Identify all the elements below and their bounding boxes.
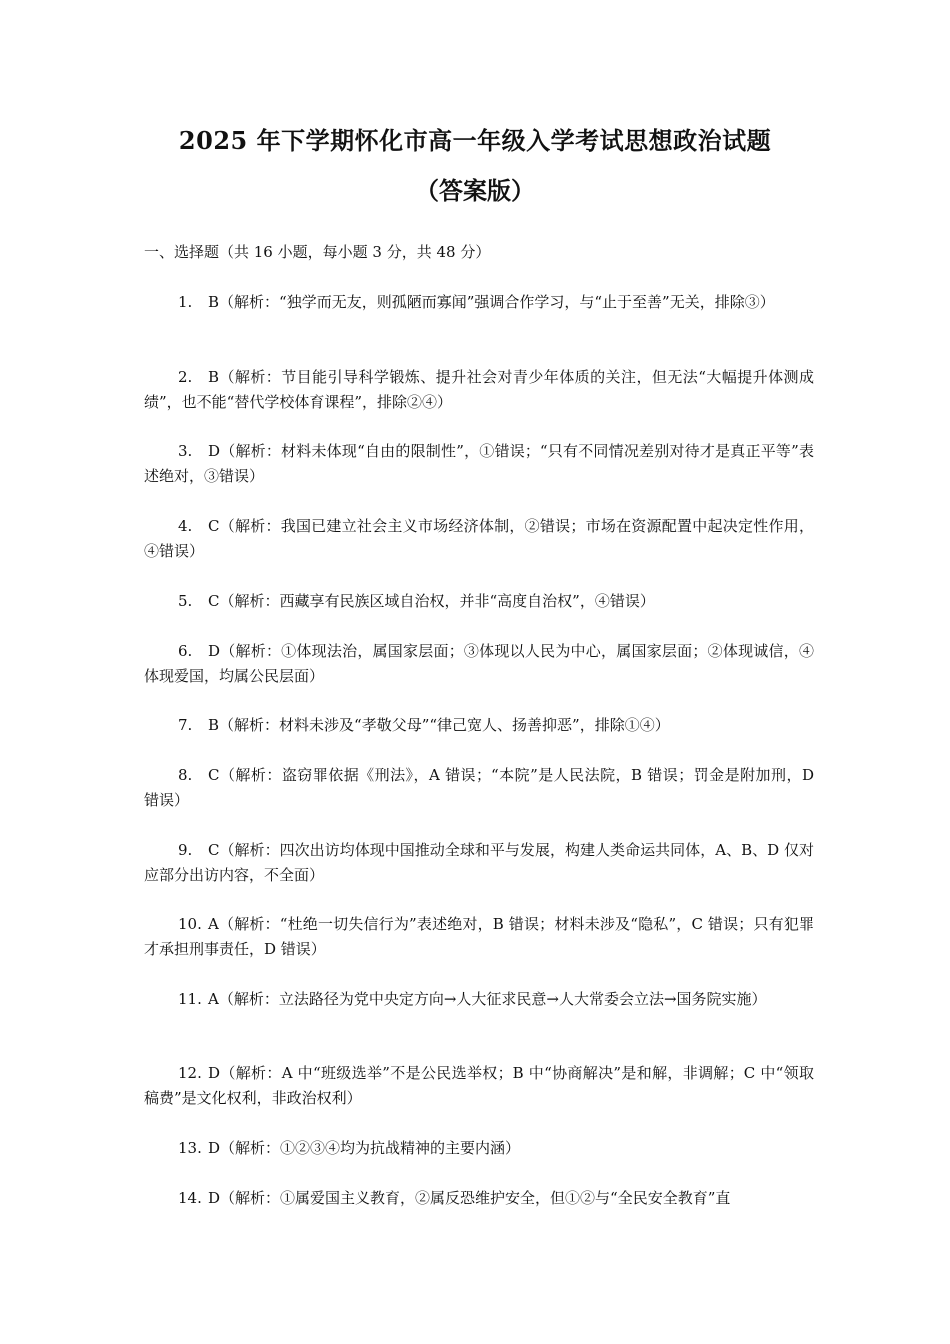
page-subtitle: （答案版） [415,176,535,205]
question-item [144,1061,814,1111]
question-answer: A（解析：“杜绝一切失信行为”表述绝对，B 错误；材料未涉及“隐私”，C 错误；只有犯罪才承担刑事责任，D 错误） [144,915,814,958]
question-number: 3. [178,442,193,460]
question-item [144,290,814,315]
question-item [144,713,814,738]
question-number: 6. [178,642,193,660]
question-answer: C（解析：四次出访均体现中国推动全球和平与发展，构建人类命运共同体，A、B、D 仅对应部分出访内容，不全面） [144,841,814,884]
question-answer: D（解析：①②③④均为抗战精神的主要内涵） [208,1139,521,1157]
page-title: 2025 年下学期怀化市高一年级入学考试思想政治试题 [178,126,772,155]
question-number: 1. [178,293,193,311]
question-item [144,987,814,1012]
question-answer: D（解析：①体现法治，属国家层面；③体现以人民为中心，属国家层面；②体现诚信，④体现爱国，均属公民层面） [144,642,814,685]
question-answer: D（解析：A 中“班级选举”不是公民选举权；B 中“协商解决”是和解，非调解；C 中“领取稿费”是文化权利，非政治权利） [144,1064,814,1107]
question-item [144,639,814,689]
question-item [144,763,814,813]
question-answer: C（解析：西藏享有民族区域自治权，并非“高度自治权”，④错误） [208,592,655,610]
question-item [144,439,814,489]
question-number: 14. [178,1189,202,1207]
question-number: 7. [178,716,193,734]
section-heading: 一、选择题（共 16 小题，每小题 3 分，共 48 分） [144,243,491,261]
question-number: 11. [178,990,202,1008]
question-answer: B（解析：材料未涉及“孝敬父母”“律己宽人、扬善抑恶”，排除①④） [208,716,670,734]
question-item [144,589,814,614]
question-item [144,365,814,415]
question-number: 13. [178,1139,202,1157]
question-answer: B（解析：节目能引导科学锻炼、提升社会对青少年体质的关注，但无法“大幅提升体测成绩”，也不能“替代学校体育课程”，排除②④） [144,368,814,411]
question-item [144,838,814,888]
question-item [144,912,814,962]
question-number: 8. [178,766,193,784]
question-number: 9. [178,841,193,859]
question-answer: A（解析：立法路径为党中央定方向→人大征求民意→人大常委会立法→国务院实施） [208,990,767,1008]
question-number: 2. [178,368,193,386]
question-item [144,1186,814,1211]
question-answer: B（解析：“独学而无友，则孤陋而寡闻”强调合作学习，与“止于至善”无关，排除③） [208,293,775,311]
question-number: 5. [178,592,193,610]
question-number: 10. [178,915,202,933]
question-answer: D（解析：①属爱国主义教育，②属反恐维护安全，但①②与“全民安全教育”直 [208,1189,731,1207]
question-answer: C（解析：我国已建立社会主义市场经济体制，②错误；市场在资源配置中起决定性作用，④错误） [144,517,814,560]
question-answer: C（解析：盗窃罪依据《刑法》，A 错误；“本院”是人民法院，B 错误；罚金是附加刑，D 错误） [144,766,814,809]
question-answer: D（解析：材料未体现“自由的限制性”，①错误；“只有不同情况差别对待才是真正平等”表述绝对，③错误） [144,442,814,485]
question-number: 12. [178,1064,202,1082]
question-number: 4. [178,517,193,535]
question-item [144,1136,814,1161]
question-item [144,514,814,564]
